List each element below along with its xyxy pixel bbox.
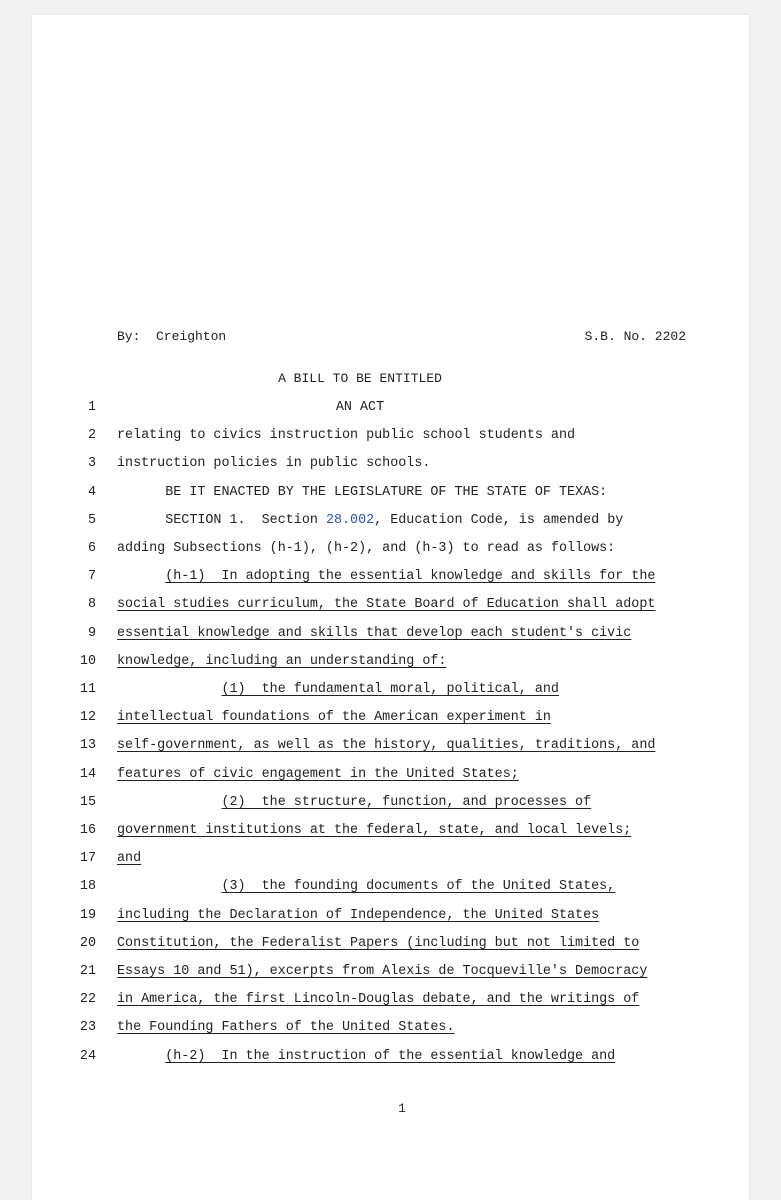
line-number: 1 (87, 400, 96, 415)
underlined-text: knowledge, including an understanding of: (117, 653, 447, 669)
line-text (117, 850, 687, 868)
underlined-text: including the Declaration of Independence, the United States (117, 907, 600, 923)
line-text (117, 512, 687, 530)
bill-line (32, 399, 749, 427)
line-text (117, 709, 687, 727)
bill-line (32, 963, 749, 991)
bill-line (32, 737, 749, 765)
line-text (117, 935, 687, 953)
bill-line (32, 653, 749, 681)
line-number: 11 (79, 682, 96, 697)
underlined-text: social studies curriculum, the State Board of Education shall adopt (117, 597, 656, 613)
statute-link[interactable]: 28.002 (325, 512, 375, 528)
line-number: 17 (79, 851, 96, 867)
line-text (117, 737, 687, 755)
page-number: 1 (398, 1101, 406, 1116)
line-text (117, 1019, 687, 1037)
line-text (117, 878, 687, 896)
line-number: 9 (87, 625, 96, 641)
line-text (117, 991, 687, 1009)
line-text (117, 681, 687, 699)
text-segment: relating to civics instruction public school students and (117, 428, 576, 444)
underlined-text: government institutions at the federal, state, and local levels; (117, 823, 632, 838)
underlined-text: and (117, 851, 142, 867)
line-text (117, 907, 687, 925)
bill-line (32, 709, 749, 737)
bill-number: S.B. No. 2202 (584, 329, 686, 344)
line-text (117, 625, 687, 643)
line-number: 6 (87, 541, 96, 556)
underlined-text: features of civic engagement in the United States; (117, 766, 519, 782)
line-number: 7 (87, 569, 96, 585)
bill-line (32, 907, 749, 935)
line-number: 20 (79, 935, 96, 951)
line-text (117, 963, 687, 981)
bill-line (32, 822, 749, 850)
underlined-text: (3) the founding documents of the United States, (221, 879, 616, 895)
line-number: 13 (79, 738, 96, 754)
line-number: 10 (79, 653, 96, 669)
bill-author: By: Creighton (117, 329, 227, 344)
underlined-text: Constitution, the Federalist Papers (including but not limited to (117, 935, 640, 951)
bill-line (32, 1019, 749, 1047)
text-segment: SECTION 1. Section (117, 512, 326, 528)
bill-line (32, 512, 749, 540)
line-text (117, 766, 687, 784)
bill-line (32, 484, 749, 512)
bill-title: A BILL TO BE ENTITLED (278, 371, 442, 386)
underlined-text: the Founding Fathers of the United States. (117, 1020, 455, 1036)
bill-line (32, 455, 749, 483)
underlined-text: (1) the fundamental moral, political, and (221, 682, 559, 697)
line-number: 15 (79, 794, 96, 810)
bill-line (32, 991, 749, 1019)
line-text (117, 1048, 687, 1066)
line-text (117, 484, 687, 502)
bill-line (32, 681, 749, 709)
line-number: 16 (79, 823, 96, 838)
bill-line (32, 935, 749, 963)
text-segment: adding Subsections (h-1), (h-2), and (h-3) to read as follows: (117, 541, 616, 556)
underlined-text: (h-2) In the instruction of the essential knowledge and (165, 1048, 616, 1064)
underlined-text: essential knowledge and skills that develop each student's civic (117, 625, 632, 641)
line-number: 14 (79, 766, 96, 782)
text-segment: BE IT ENACTED BY THE LEGISLATURE OF THE STATE OF TEXAS: (117, 484, 608, 500)
line-number: 2 (87, 428, 96, 444)
bill-line (32, 568, 749, 596)
line-number: 4 (87, 484, 96, 500)
line-number: 24 (79, 1048, 96, 1064)
line-text (117, 568, 687, 586)
underlined-text: Essays 10 and 51), excerpts from Alexis de Tocqueville's Democracy (117, 964, 648, 979)
bill-line (32, 878, 749, 906)
text-segment: instruction policies in public schools. (117, 456, 431, 472)
bill-line (32, 625, 749, 653)
line-number: 5 (87, 512, 96, 528)
text-segment: , Education Code, is amended by (374, 512, 624, 528)
text-segment (117, 795, 221, 810)
text-segment (117, 569, 165, 584)
line-number: 19 (79, 907, 96, 923)
line-number: 18 (79, 879, 96, 895)
line-text (117, 794, 687, 812)
bill-line (32, 766, 749, 794)
underlined-text: in America, the first Lincoln-Douglas debate, and the writings of (117, 992, 640, 1008)
line-text (117, 455, 687, 473)
bill-line (32, 596, 749, 624)
text-segment (117, 1049, 165, 1064)
line-number: 21 (79, 964, 96, 979)
bill-line (32, 540, 749, 568)
line-text (117, 822, 687, 840)
underlined-text: (h-1) In adopting the essential knowledge and skills for the (165, 569, 656, 585)
text-segment (117, 879, 221, 894)
line-text (117, 540, 687, 558)
bill-line (32, 427, 749, 455)
line-text (117, 427, 687, 445)
bill-line (32, 794, 749, 822)
underlined-text: self-government, as well as the history, qualities, traditions, and (117, 738, 656, 754)
line-number: 8 (87, 597, 96, 613)
document-page (32, 15, 749, 1200)
underlined-text: intellectual foundations of the American experiment in (117, 710, 551, 726)
line-text (117, 399, 603, 417)
line-text (117, 653, 687, 671)
line-number: 23 (79, 1020, 96, 1036)
line-text (117, 596, 687, 614)
bill-line (32, 850, 749, 878)
line-number: 3 (87, 456, 96, 472)
text-segment (117, 682, 221, 697)
bill-line (32, 1048, 749, 1076)
text-segment: AN ACT (335, 400, 385, 415)
underlined-text: (2) the structure, function, and processes of (221, 794, 592, 810)
line-number: 12 (79, 710, 96, 726)
line-number: 22 (79, 992, 96, 1008)
